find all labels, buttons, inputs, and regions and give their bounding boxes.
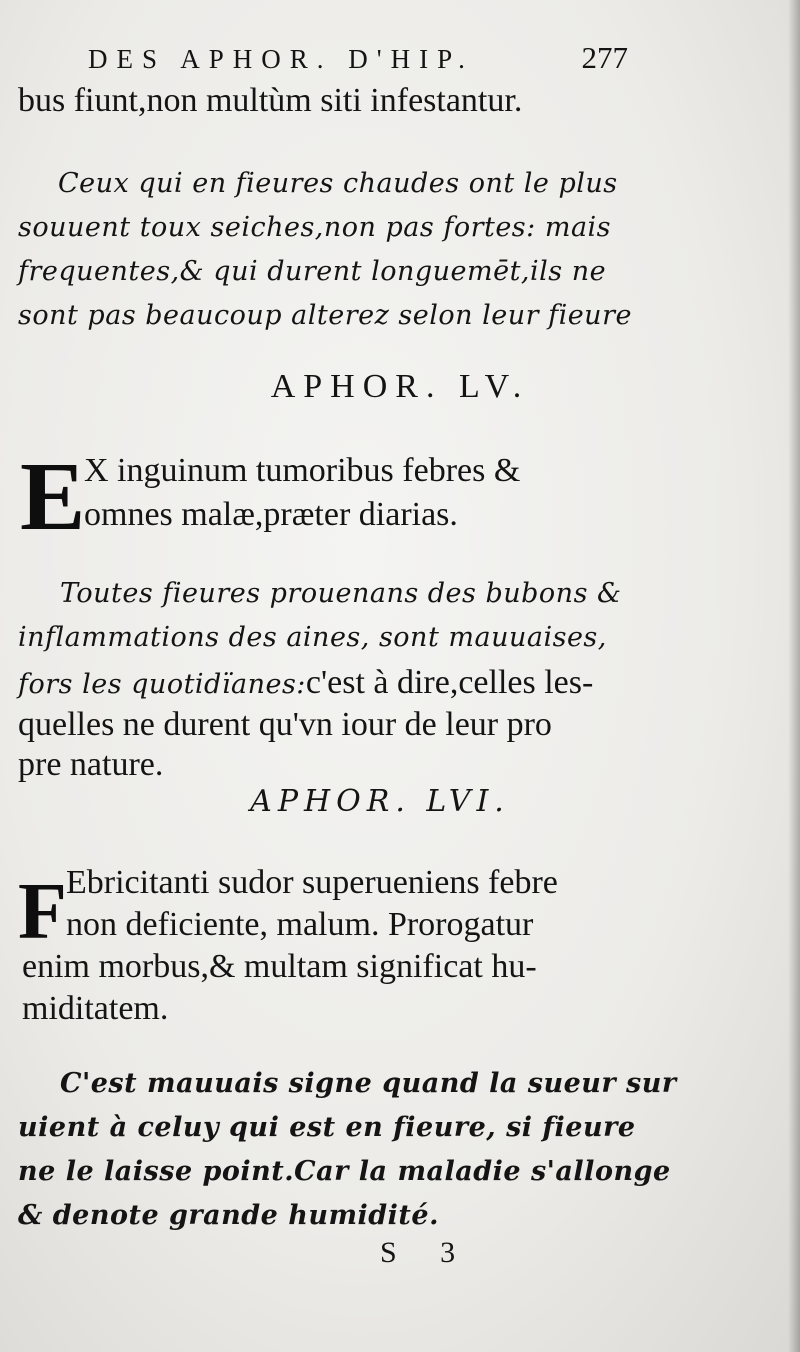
french-italic-part: fors les quotidïanes:	[18, 669, 306, 700]
page-edge-shadow	[788, 0, 800, 1352]
text-line: bus fiunt,non multùm siti infestantur.	[18, 82, 523, 119]
running-header	[88, 40, 628, 84]
latin-line: non deficiente, malum. Prorogatur	[66, 906, 534, 943]
french-line: Toutes fieures prouenans des bubons &	[60, 578, 622, 609]
aphorism-heading: APHOR. LVI.	[250, 784, 510, 819]
french-line: quelles ne durent qu'vn iour de leur pro	[18, 706, 552, 743]
running-title: DES APHOR. D'HIP.	[88, 44, 474, 74]
latin-line: enim morbus,& multam significat hu-	[22, 948, 537, 985]
drop-cap: E	[20, 443, 86, 551]
page-number: 277	[581, 40, 628, 75]
aphorism-heading: APHOR. LV.	[270, 368, 530, 405]
french-line	[18, 664, 593, 702]
latin-line: omnes malæ,præter diarias.	[84, 496, 458, 533]
french-line: sont pas beaucoup alterez selon leur fieure	[18, 300, 632, 331]
french-line: C'est mauuais signe quand la sueur sur	[60, 1068, 677, 1099]
signature-mark: S 3	[380, 1236, 474, 1269]
latin-line: Ebricitanti sudor superueniens febre	[66, 864, 558, 901]
french-line: & denote grande humidité.	[18, 1200, 439, 1231]
drop-cap: F	[18, 868, 67, 956]
french-roman-part: c'est à dire,celles les-	[305, 664, 594, 701]
french-line: ne le laisse point.Car la maladie s'allonge	[18, 1156, 671, 1187]
french-line: frequentes,& qui durent longuemēt,ils ne	[18, 256, 607, 287]
latin-line: X inguinum tumoribus febres &	[84, 452, 521, 489]
french-line: souuent toux seiches,non pas fortes: mais	[18, 212, 612, 243]
french-line: pre nature.	[18, 746, 164, 783]
french-line: uient à celuy qui est en fieure, si fieure	[18, 1112, 636, 1143]
french-line: Ceux qui en fieures chaudes ont le plus	[58, 168, 618, 199]
french-line: inflammations des aines, sont mauuaises,	[18, 622, 607, 653]
latin-line: miditatem.	[22, 990, 169, 1027]
